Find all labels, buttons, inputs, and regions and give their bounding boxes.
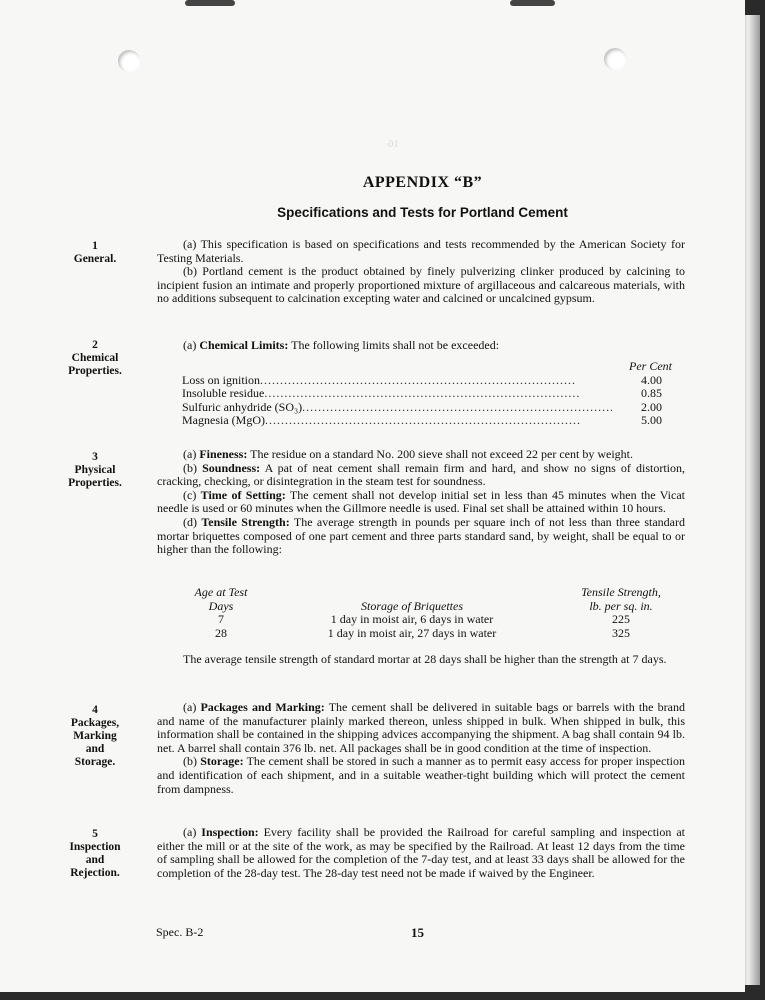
page-number: 15: [411, 925, 424, 940]
item-letter: (a): [183, 338, 200, 352]
item-label: Soundness:: [202, 460, 261, 475]
section-name: Properties.: [68, 477, 122, 489]
cell-storage: 1 day in moist air, 6 days in water: [330, 612, 494, 626]
section-number: 2: [92, 339, 98, 351]
item-label: Tensile Strength:: [201, 514, 290, 529]
section-name: Inspection: [69, 841, 121, 853]
item-text: The cement shall be delivered in suitable bags or barrels with the brand and name of the manufacturer plainly marked thereon, unless shipped in bulk. When shipped in bulk, this information shall be contained in the shipping advices accompanying the shipment. A bag shall contain 94 lb. net. A barrel shall contain 376 lb. net. All packages shall be in good condition at the time of inspection.: [157, 700, 685, 755]
item-label: Chemical Limits:: [199, 338, 289, 352]
table-row: [182, 374, 674, 387]
per-cent-header: Per Cent: [629, 359, 672, 373]
item-letter: (d): [183, 514, 202, 529]
item-text: The residue on a standard No. 200 sieve shall not exceed 22 per cent by weight.: [247, 447, 633, 461]
item-letter: (b): [183, 754, 201, 769]
section-chemical-body: [157, 339, 685, 353]
section-name: and: [85, 743, 105, 755]
item-letter: (c): [183, 487, 201, 502]
table-row: [182, 387, 674, 400]
row-name: Magnesia (MgO): [182, 412, 265, 427]
leader-dots: [302, 401, 612, 414]
section-general-heading: [60, 240, 130, 266]
item-text: Every facility shall be provided the Railroad for careful sampling and inspection at either the mill or at the site of the work, as may be specified by the Railroad. At least 12 days from the time of sampling shall be allowed for the completion of the 7-day test, and at least 33 days shall be allowed for the completion of the 28-day test. The 28-day test need not be made if waived by the Engineer.: [157, 825, 685, 880]
section-number: 4: [92, 704, 98, 716]
row-name: Loss on ignition: [182, 373, 261, 387]
paragraph: (a) This specification is based on specifications and tests recommended by the American Society for Testing Materials.: [157, 237, 685, 265]
paragraph: [157, 516, 685, 557]
section-name: Marking: [73, 730, 117, 742]
header-days: Days: [208, 598, 234, 613]
item-label: Storage:: [200, 754, 244, 769]
row-value: 4.00: [641, 373, 662, 387]
paragraph: [157, 489, 685, 516]
item-letter: (a): [183, 447, 200, 461]
table-header: [180, 586, 680, 600]
item-label: Time of Setting:: [200, 487, 286, 502]
section-number: 1: [92, 240, 98, 252]
tensile-strength-table: [180, 586, 680, 640]
section-physical-heading: [60, 451, 130, 490]
section-general-body: [157, 238, 685, 306]
header-spacer: [262, 586, 562, 600]
item-label: Packages and Marking:: [200, 700, 325, 714]
header-strength: Tensile Strength,: [581, 585, 661, 599]
item-letter: (a): [183, 700, 201, 714]
paragraph: [157, 755, 685, 796]
item-text: A pat of neat cement shall remain firm and hard, and show no signs of distortion, cracking, checking, or disintegration in the steam test for soundness.: [157, 460, 685, 489]
row-value: 0.85: [641, 386, 662, 401]
appendix-title: APPENDIX “B”: [362, 174, 483, 191]
item-label: Inspection:: [201, 825, 259, 839]
bleed-through-mark: 16: [388, 138, 399, 150]
chemical-limits-table: [182, 359, 674, 427]
table-row: [182, 414, 674, 427]
paragraph: [157, 448, 685, 462]
row-name: Insoluble residue: [182, 386, 265, 401]
section-name: Storage.: [74, 756, 116, 768]
item-text: The following limits shall not be exceeded:: [288, 338, 500, 352]
row-value: 5.00: [641, 412, 662, 427]
section-number: 3: [92, 451, 98, 463]
section-chemical-heading: [60, 339, 130, 378]
cell-storage: 1 day in moist air, 27 days in water: [327, 625, 497, 640]
paragraph: [157, 701, 685, 755]
section-name: General.: [73, 253, 117, 265]
item-text: The cement shall be stored in such a manner as to permit easy access for proper inspection and identification of each shipment, and in a suitable weather-tight building which will protect the cement from dampness.: [157, 754, 686, 796]
paragraph: [157, 462, 685, 489]
punch-hole-right: [604, 48, 626, 70]
cell-days: 7: [218, 612, 224, 626]
item-label: Fineness:: [199, 447, 248, 461]
spec-number: Spec. B-2: [156, 925, 204, 939]
header-storage: Storage of Briquettes: [361, 598, 463, 613]
section-name: and: [85, 854, 105, 866]
paragraph: [157, 826, 685, 880]
section-number: 5: [92, 828, 98, 840]
item-text: The cement shall not develop initial set in less than 45 minutes when the Vicat needle is used or 60 minutes when the Gillmore needle is used. Final set shall be attained within 10 hours.: [157, 487, 686, 516]
section-name: Properties.: [68, 365, 122, 377]
row-value: 2.00: [641, 399, 662, 414]
cell-strength: 325: [612, 625, 630, 640]
table-row: [182, 401, 674, 414]
header-units: lb. per sq. in.: [589, 598, 653, 613]
paragraph: [157, 339, 685, 353]
table-header: [180, 600, 680, 614]
punch-hole-left: [118, 50, 140, 72]
section-name: Rejection.: [70, 867, 120, 879]
section-inspection-body: [157, 826, 685, 880]
cell-days: 28: [215, 625, 227, 640]
item-letter: (a): [183, 825, 202, 839]
section-name: Packages,: [70, 717, 120, 729]
tensile-note: [157, 653, 685, 667]
section-packages-heading: [60, 704, 130, 769]
header-age: Age at Test: [194, 585, 248, 599]
section-packages-body: [157, 701, 685, 796]
binder-clip-left: [185, 0, 235, 6]
item-letter: (b): [183, 460, 203, 475]
section-inspection-heading: [60, 828, 130, 880]
table-row: [180, 627, 680, 641]
paragraph: (b) Portland cement is the product obtained by finely pulverizing clinker produced by calcining to incipient fusion an intimate and properly proportioned mixture of argillaceous and calcareous materials, with no additions subsequent to calcination excepting water and calcined or uncalcined gypsum.: [157, 264, 685, 306]
binder-clip-right: [510, 0, 555, 6]
cell-strength: 225: [612, 612, 630, 626]
leader-dots: [265, 414, 612, 427]
section-physical-body: [157, 448, 685, 557]
leader-dots: [264, 387, 612, 400]
appendix-subtitle: Specifications and Tests for Portland Cement: [277, 205, 568, 220]
row-name: Sulfuric anhydride (SO₃): [182, 399, 303, 414]
leader-dots: [260, 374, 612, 387]
section-name: Physical: [74, 464, 116, 476]
paragraph: The average tensile strength of standard mortar at 28 days shall be higher than the strength at 7 days.: [183, 652, 667, 666]
section-name: Chemical: [71, 352, 119, 364]
table-row: [180, 613, 680, 627]
item-text: The average strength in pounds per square inch of not less than three standard mortar briquettes composed of one part cement and three parts standard sand, by weight, shall be equal to or higher than the following:: [157, 514, 685, 557]
